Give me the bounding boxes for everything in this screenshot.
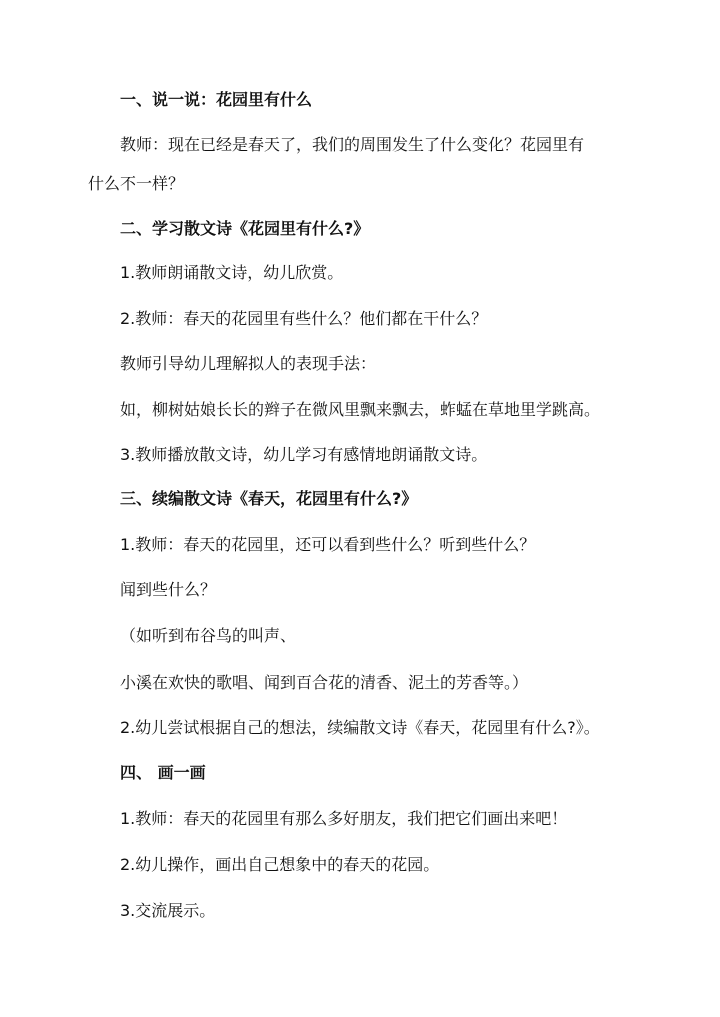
section-heading-2: 二、学习散文诗《花园里有什么?》 (120, 219, 370, 238)
list-item: 3.教师播放散文诗，幼儿学习有感情地朗诵散文诗。 (120, 445, 488, 464)
paragraph-line: （如听到布谷鸟的叫声、 (120, 626, 297, 645)
list-item: 1.教师朗诵散文诗，幼儿欣赏。 (120, 263, 344, 282)
section-heading-1: 一、说一说：花园里有什么 (120, 90, 313, 109)
paragraph-line: 如，柳树姑娘长长的辫子在微风里飘来飘去，蚱蜢在草地里学跳高。 (120, 400, 601, 419)
list-item: 2.教师：春天的花园里有些什么？他们都在干什么？ (120, 309, 488, 328)
paragraph-line: 闻到些什么？ (120, 580, 217, 599)
section-heading-4: 四、 画一画 (120, 763, 206, 782)
paragraph-line: 教师：现在已经是春天了，我们的周围发生了什么变化？花园里有 (120, 135, 585, 154)
paragraph-line: 教师引导幼儿理解拟人的表现手法： (120, 354, 377, 373)
list-item: 1.教师：春天的花园里，还可以看到些什么？听到些什么？ (120, 535, 536, 554)
paragraph-line: 小溪在欢快的歌唱、闻到百合花的清香、泥土的芳香等。） (120, 673, 529, 692)
paragraph-line: 什么不一样？ (88, 174, 185, 193)
list-item: 3.交流展示。 (120, 901, 216, 920)
section-heading-3: 三、续编散文诗《春天，花园里有什么?》 (120, 489, 418, 508)
list-item: 1.教师：春天的花园里有那么多好朋友，我们把它们画出来吧！ (120, 809, 568, 828)
list-item: 2.幼儿尝试根据自己的想法，续编散文诗《春天，花园里有什么?》。 (120, 718, 600, 737)
list-item: 2.幼儿操作，画出自己想象中的春天的花园。 (120, 855, 440, 874)
